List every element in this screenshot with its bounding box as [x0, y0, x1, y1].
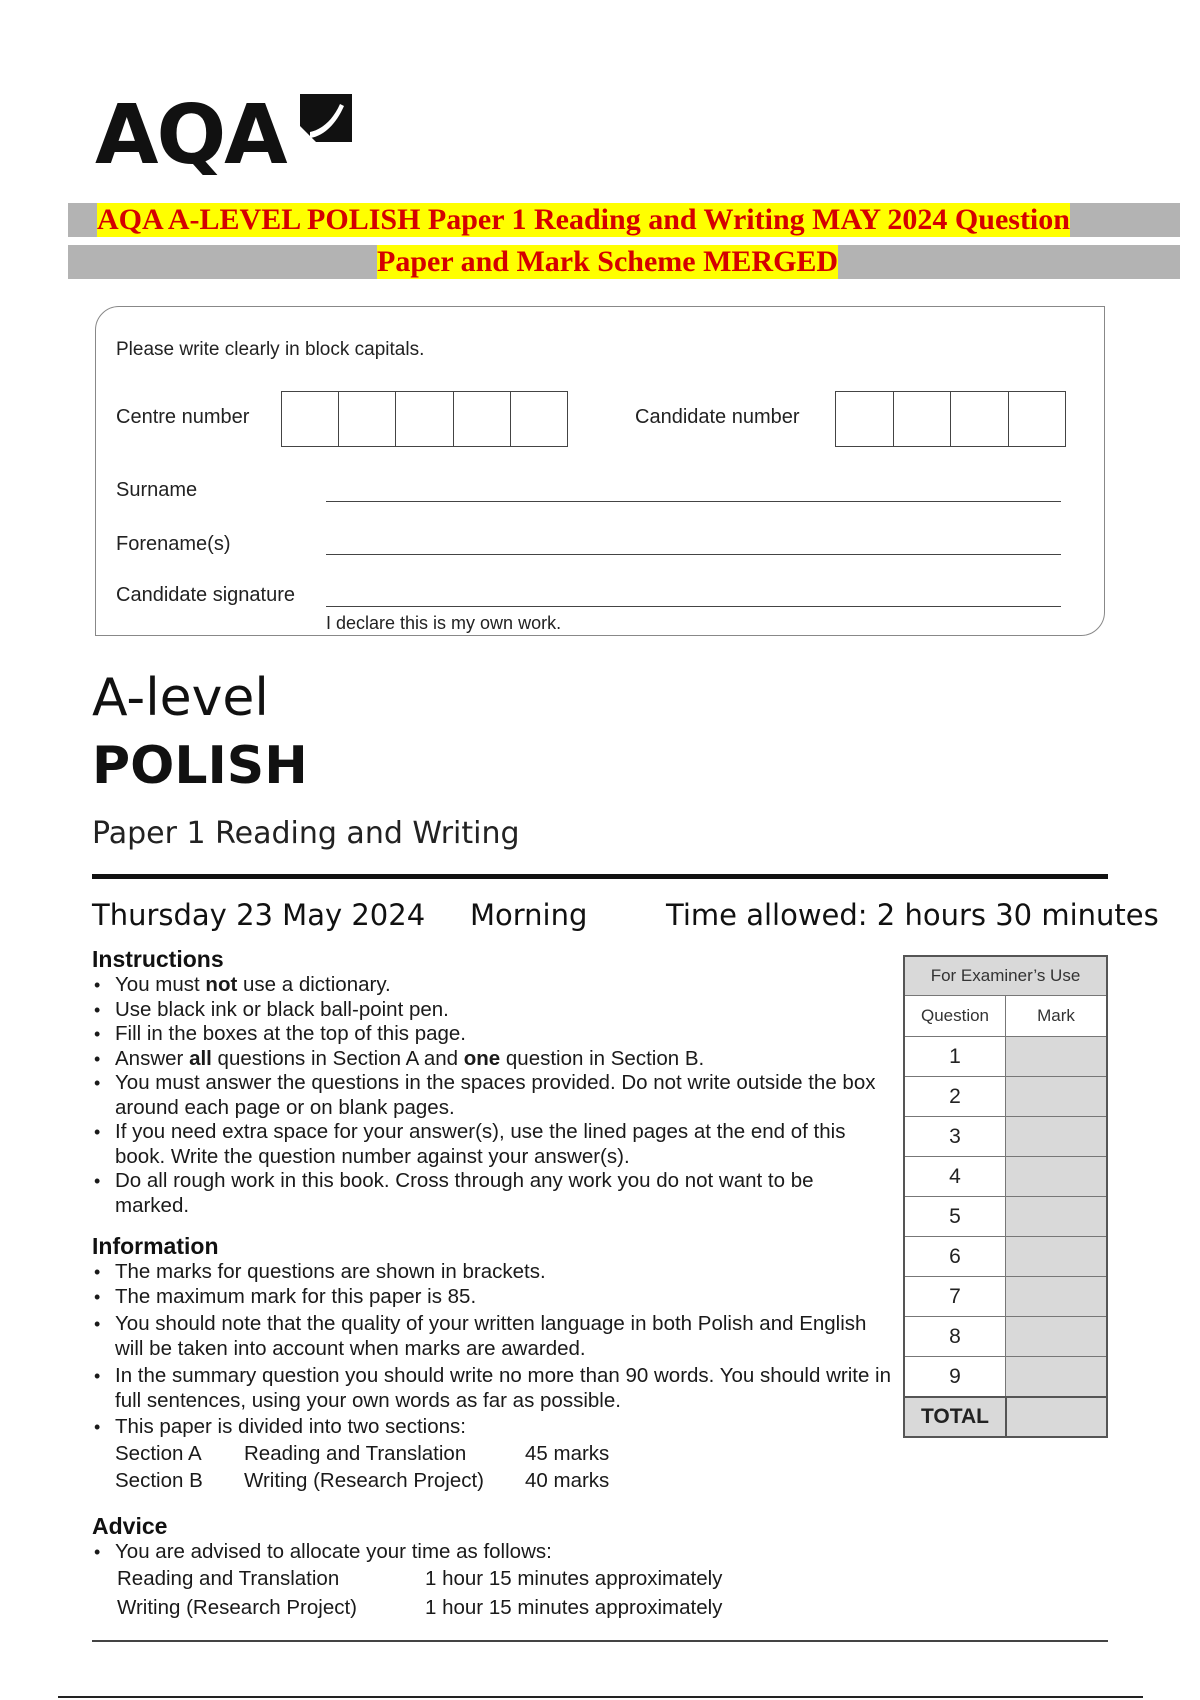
instruction-item [92, 973, 892, 998]
examiner-use-table [903, 955, 1108, 1438]
advice-section [92, 1513, 892, 1623]
advice-item: • You are advised to allocate your time as follows: [92, 1540, 892, 1565]
question-number: 9 [905, 1357, 1006, 1396]
instructions-list [92, 973, 892, 1218]
declaration-text: I declare this is my own work. [326, 613, 562, 633]
information-section [92, 1233, 892, 1494]
centre-number-label: Centre number [116, 406, 250, 428]
sections-table [92, 1440, 892, 1494]
instruction-emphasis: not [205, 973, 238, 996]
allocation-row [117, 1594, 892, 1623]
total-label: TOTAL [905, 1398, 1007, 1436]
examiner-table-columns [905, 996, 1106, 1037]
block-capitals-instruction: Please write clearly in block capitals. [116, 339, 425, 360]
paper-title: Paper 1 Reading and Writing [92, 816, 520, 851]
instruction-item [92, 1047, 892, 1072]
section-marks: 40 marks [525, 1468, 610, 1492]
signature-field[interactable] [326, 606, 1061, 607]
question-number: 5 [905, 1197, 1006, 1236]
information-item: • The maximum mark for this paper is 85. [92, 1285, 892, 1310]
instruction-item [92, 998, 892, 1023]
mark-cell [1006, 1277, 1106, 1316]
exam-date: Thursday 23 May 2024 [92, 898, 426, 932]
instruction-text: Do all rough work in this book. Cross through any work you do not want to be marked. [115, 1169, 814, 1217]
centre-number-digit[interactable] [396, 392, 453, 446]
instruction-item [92, 1169, 892, 1218]
instructions-section [92, 946, 892, 1218]
information-item: • In the summary question you should write no more than 90 words. You should write in full sentences, using your own words as far as possible. [92, 1364, 892, 1413]
aqa-flag-icon [298, 92, 354, 144]
qualification-level: A-level [92, 668, 269, 728]
examiner-row [905, 1357, 1106, 1396]
mark-cell [1006, 1077, 1106, 1116]
signature-label: Candidate signature [116, 584, 296, 606]
instruction-text: If you need extra space for your answer(s), use the lined pages at the end of this book. Write the question number against your answer(s). [115, 1120, 846, 1168]
instructions-heading: Instructions [92, 946, 224, 972]
question-number: 8 [905, 1317, 1006, 1356]
candidate-number-label: Candidate number [635, 406, 800, 428]
instruction-item [92, 1120, 892, 1169]
document-title-line-1: AQA A-LEVEL POLISH Paper 1 Reading and Writing MAY 2024 Question [97, 203, 1070, 236]
time-allowed: Time allowed: 2 hours 30 minutes [666, 898, 1159, 932]
mark-cell [1006, 1117, 1106, 1156]
allocation-task: Writing (Research Project) [117, 1595, 357, 1619]
examiner-row [905, 1157, 1106, 1197]
centre-number-boxes[interactable] [281, 391, 568, 447]
question-number: 3 [905, 1117, 1006, 1156]
information-item: • This paper is divided into two sections: [92, 1415, 892, 1440]
instruction-text: You must [115, 973, 206, 996]
surname-field[interactable] [326, 501, 1061, 502]
instruction-item [92, 1022, 892, 1047]
instruction-emphasis: one [463, 1046, 501, 1070]
instruction-text: use a dictionary. [237, 973, 391, 996]
allocation-time: 1 hour 15 minutes approximately [425, 1595, 723, 1619]
advice-list [92, 1540, 892, 1565]
question-number: 7 [905, 1277, 1006, 1316]
information-item: • You should note that the quality of your written language in both Polish and English will be taken into account when marks are awarded. [92, 1312, 892, 1361]
total-mark-cell [1007, 1398, 1106, 1436]
divider [92, 874, 1108, 879]
examiner-row [905, 1117, 1106, 1157]
instruction-item [92, 1071, 892, 1120]
examiner-row [905, 1317, 1106, 1357]
section-row [115, 1467, 892, 1494]
question-number: 1 [905, 1037, 1006, 1076]
information-item: • The marks for questions are shown in brackets. [92, 1260, 892, 1285]
allocation-time: 1 hour 15 minutes approximately [425, 1566, 723, 1590]
section-row [115, 1440, 892, 1467]
subject-title: POLISH [92, 736, 308, 796]
section-name: Section B [115, 1468, 203, 1492]
advice-heading: Advice [92, 1513, 168, 1539]
information-list [92, 1260, 892, 1440]
instruction-text: You must answer the questions in the spaces provided. Do not write outside the box around each page or on blank pages. [115, 1071, 876, 1119]
allocation-row [117, 1565, 892, 1594]
section-title: Reading and Translation [244, 1441, 467, 1465]
candidate-number-digit[interactable] [951, 392, 1009, 446]
divider [92, 1640, 1108, 1642]
document-title-line-2: Paper and Mark Scheme MERGED [377, 245, 839, 278]
question-number: 2 [905, 1077, 1006, 1116]
instruction-text: question in Section B. [500, 1046, 705, 1070]
centre-number-digit[interactable] [282, 392, 339, 446]
forename-label: Forename(s) [116, 533, 231, 555]
mark-column-header: Mark [1037, 1006, 1075, 1025]
mark-cell [1006, 1357, 1106, 1396]
instruction-text: Fill in the boxes at the top of this page. [115, 1022, 466, 1045]
section-title: Writing (Research Project) [244, 1468, 484, 1492]
question-number: 6 [905, 1237, 1006, 1276]
examiner-row [905, 1077, 1106, 1117]
section-name: Section A [115, 1441, 202, 1465]
question-number: 4 [905, 1157, 1006, 1196]
instruction-text: Use black ink or black ball-point pen. [115, 997, 449, 1021]
question-column-header: Question [905, 996, 1006, 1036]
mark-cell [1006, 1157, 1106, 1196]
aqa-logo [95, 88, 365, 183]
centre-number-digit[interactable] [511, 392, 567, 446]
surname-label: Surname [116, 479, 198, 501]
examiner-table-heading: For Examiner’s Use [905, 957, 1106, 996]
examiner-row [905, 1277, 1106, 1317]
exam-session: Morning [470, 898, 588, 932]
mark-cell [1006, 1237, 1106, 1276]
mark-cell [1006, 1197, 1106, 1236]
page-bottom-rule [58, 1696, 1143, 1698]
examiner-rows [905, 1037, 1106, 1396]
mark-cell [1006, 1317, 1106, 1356]
allocation-task: Reading and Translation [117, 1566, 340, 1590]
instruction-text: questions in Section A and [211, 1046, 464, 1070]
examiner-row [905, 1237, 1106, 1277]
mark-cell [1006, 1037, 1106, 1076]
instruction-emphasis: all [189, 1046, 212, 1070]
forename-field[interactable] [326, 554, 1061, 555]
candidate-number-digit[interactable] [1009, 392, 1066, 446]
candidate-number-digit[interactable] [836, 392, 894, 446]
examiner-row [905, 1197, 1106, 1237]
examiner-row [905, 1037, 1106, 1077]
candidate-number-boxes[interactable] [835, 391, 1066, 447]
candidate-number-digit[interactable] [894, 392, 952, 446]
centre-number-digit[interactable] [339, 392, 396, 446]
instruction-text: Answer [115, 1046, 190, 1070]
logo-text: AQA [95, 88, 286, 183]
information-heading: Information [92, 1233, 219, 1259]
centre-number-digit[interactable] [454, 392, 511, 446]
allocation-table [92, 1565, 892, 1623]
section-marks: 45 marks [525, 1441, 610, 1465]
examiner-total-row [905, 1396, 1106, 1436]
